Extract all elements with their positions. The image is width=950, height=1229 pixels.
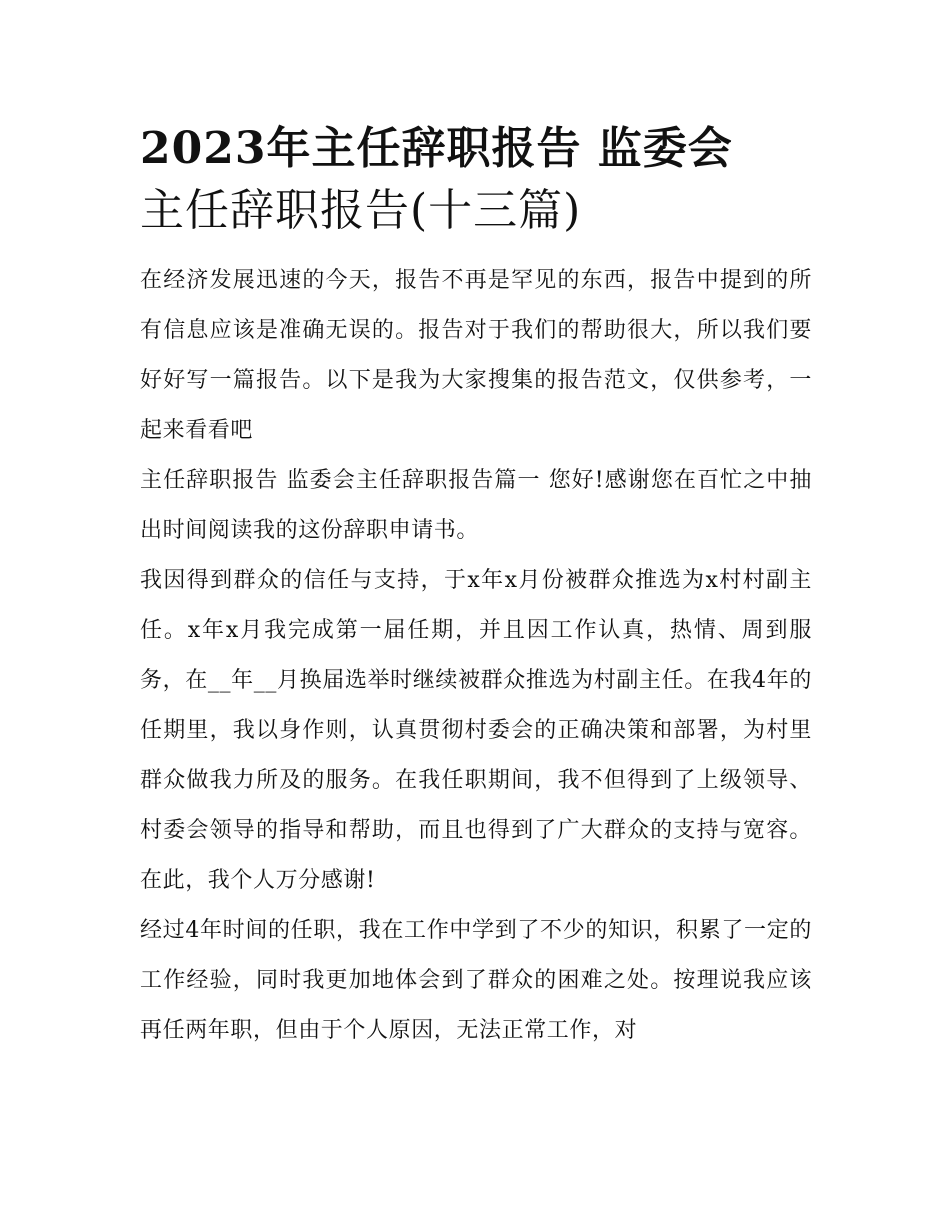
document-title [140,118,812,242]
title-line-2: 主任辞职报告(十三篇) [140,185,582,236]
paragraph-resignation-reason: 经过4年时间的任职，我在工作中学到了不少的知识，积累了一定的工作经验，同时我更加地体会到了群众的困难之处。按理说我应该再任两年职，但由于个人原因，无法正常工作，对 [140,918,812,1043]
paragraph-intro: 在经济发展迅速的今天，报告不再是罕见的东西，报告中提到的所有信息应该是准确无误的。报告对于我们的帮助很大，所以我们要好好写一篇报告。以下是我为大家搜集的报告范文，仅供参考，一起来看看吧 [140,268,812,443]
paragraph-service-history: 我因得到群众的信任与支持，于x年x月份被群众推选为x村村副主任。x年x月我完成第一届任期，并且因工作认真，热情、周到服务，在__年__月换届选举时继续被群众推选为村副主任。在我4年的任期里，我以身作则，认真贯彻村委会的正确决策和部署，为村里群众做我力所及的服务。在我任职期间，我不但得到了上级领导、村委会领导的指导和帮助，而且也得到了广大群众的支持与宽容。在此，我个人万分感谢! [140,568,812,893]
title-line-1: 2023年主任辞职报告 监委会 [140,123,733,174]
document-body [140,256,812,1056]
paragraph-greeting: 主任辞职报告 监委会主任辞职报告篇一 您好!感谢您在百忙之中抽出时间阅读我的这份辞职申请书。 [140,468,812,543]
document-content [140,118,812,1056]
